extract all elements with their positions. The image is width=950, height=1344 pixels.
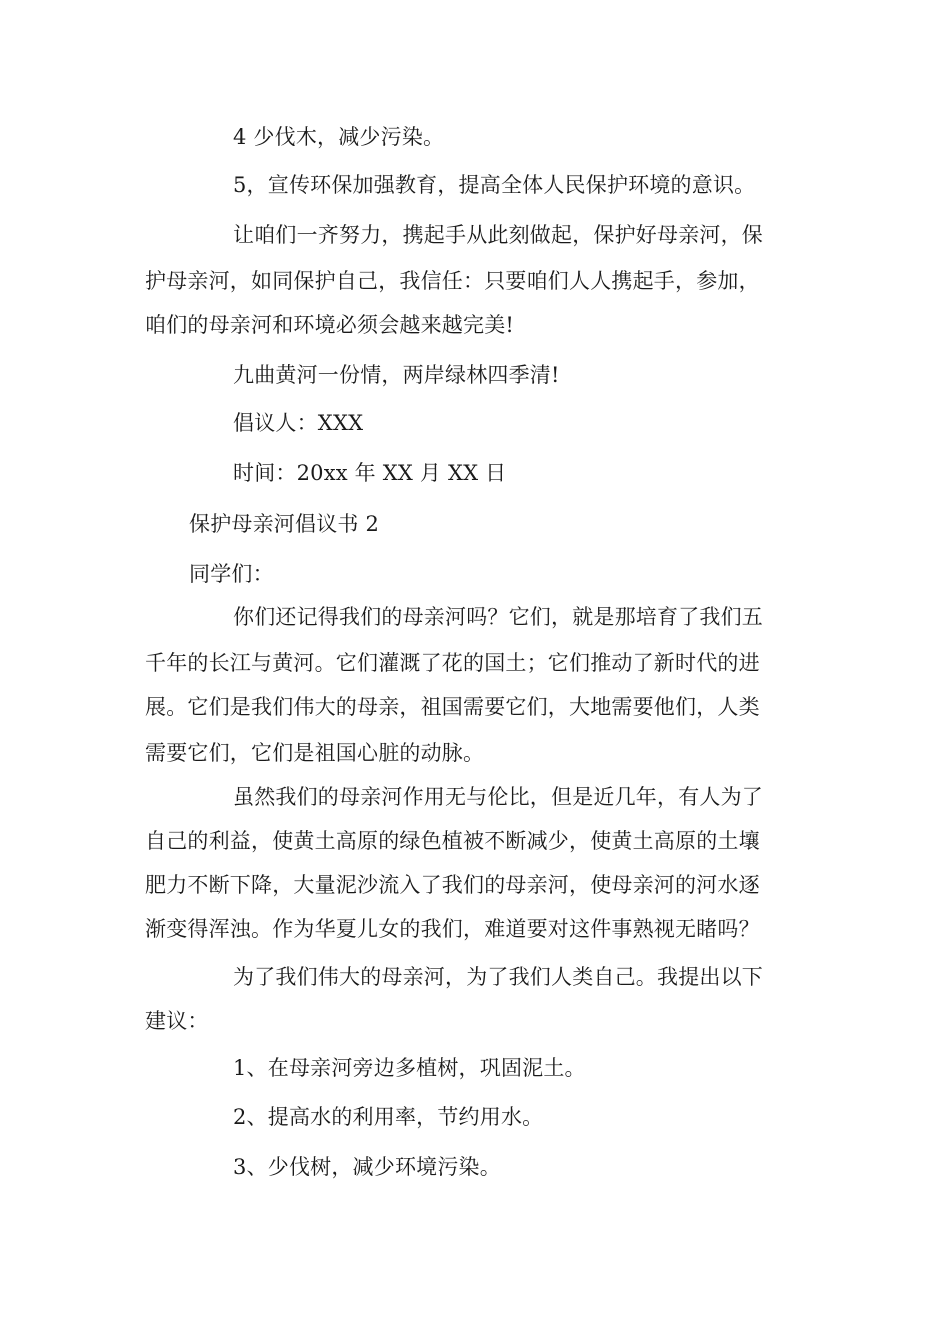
proposer-line: 倡议人：XXX xyxy=(233,411,364,435)
list-item-5: 5，宣传环保加强教育，提高全体人民保护环境的意识。 xyxy=(233,173,756,197)
paragraph-line: 展。它们是我们伟大的母亲，祖国需要它们，大地需要他们，人类 xyxy=(145,695,760,719)
list-item-2: 2、提高水的利用率，节约用水。 xyxy=(233,1105,544,1129)
paragraph-line: 护母亲河，如同保护自己，我信任：只要咱们人人携起手，参加， xyxy=(145,269,760,293)
paragraph-line: 虽然我们的母亲河作用无与伦比，但是近几年，有人为了 xyxy=(233,785,763,809)
list-item-3: 3、少伐树，减少环境污染。 xyxy=(233,1155,501,1179)
salutation: 同学们： xyxy=(189,562,274,586)
paragraph-line: 你们还记得我们的母亲河吗？它们，就是那培育了我们五 xyxy=(233,605,763,629)
list-item-4: 4 少伐木，减少污染。 xyxy=(233,125,445,149)
slogan-line: 九曲黄河一份情，两岸绿林四季清! xyxy=(233,363,560,387)
paragraph-line: 咱们的母亲河和环境必须会越来越完美! xyxy=(145,313,515,337)
paragraph-line: 千年的长江与黄河。它们灌溉了花的国土；它们推动了新时代的进 xyxy=(145,651,760,675)
paragraph-line: 建议： xyxy=(145,1009,209,1033)
paragraph-line: 为了我们伟大的母亲河，为了我们人类自己。我提出以下 xyxy=(233,965,763,989)
paragraph-line: 渐变得浑浊。作为华夏儿女的我们，难道要对这件事熟视无睹吗？ xyxy=(145,917,760,941)
paragraph-line: 让咱们一齐努力，携起手从此刻做起，保护好母亲河，保 xyxy=(233,223,763,247)
paragraph-line: 自己的利益，使黄土高原的绿色植被不断减少，使黄土高原的土壤 xyxy=(145,829,760,853)
paragraph-line: 需要它们，它们是祖国心脏的动脉。 xyxy=(145,741,485,765)
date-line: 时间：20xx 年 XX 月 XX 日 xyxy=(233,461,507,485)
list-item-1: 1、在母亲河旁边多植树，巩固泥土。 xyxy=(233,1056,586,1080)
paragraph-line: 肥力不断下降，大量泥沙流入了我们的母亲河，使母亲河的河水逐 xyxy=(145,873,760,897)
section-title: 保护母亲河倡议书 2 xyxy=(189,512,380,536)
